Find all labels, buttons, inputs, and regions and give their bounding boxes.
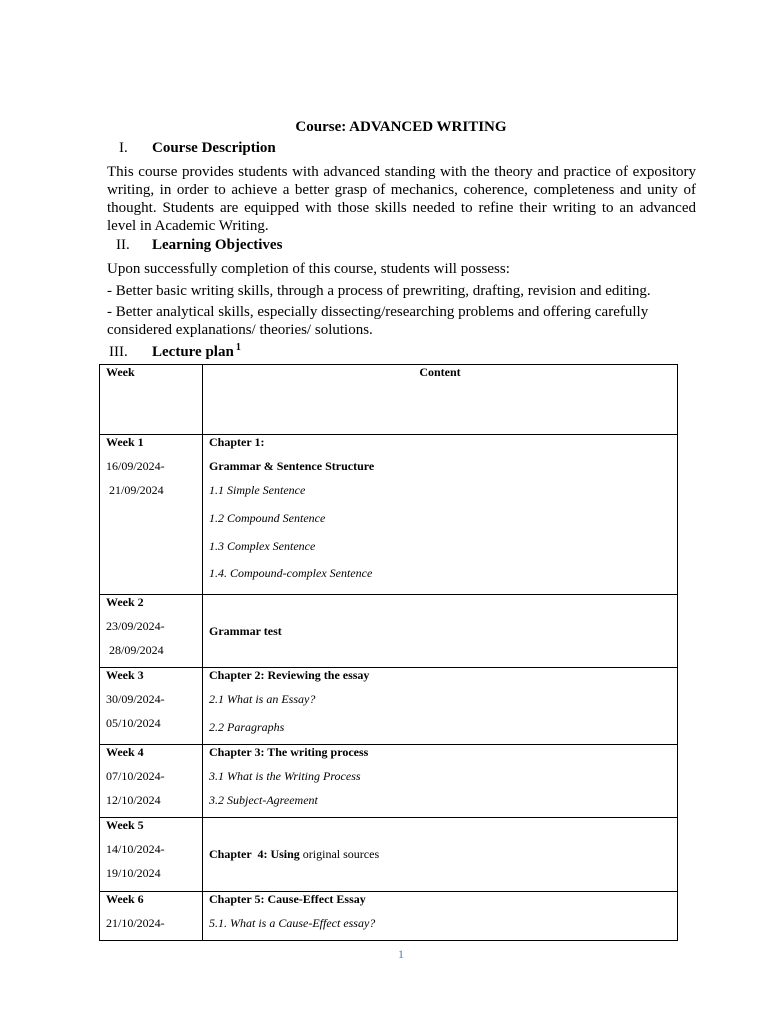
week-cell	[100, 595, 203, 668]
topic-item: 3.1 What is the Writing Process	[209, 769, 361, 783]
topic-item: 2.2 Paragraphs	[209, 720, 285, 734]
content-cell	[203, 745, 678, 818]
table-row	[100, 595, 678, 668]
content-cell	[203, 595, 678, 668]
week-label: Week 5	[106, 818, 144, 832]
table-row	[100, 892, 678, 941]
week-label: Week 4	[106, 745, 144, 759]
objective-item: - Better analytical skills, especially dissecting/researching problems and offering carefully considered explanations/ theories/ solutions.	[107, 304, 649, 338]
section-heading-description	[107, 140, 276, 157]
course-title: Course: ADVANCED WRITING	[295, 119, 507, 135]
topic-item: 1.2 Compound Sentence	[209, 511, 326, 525]
section-number: II.	[116, 237, 130, 253]
section-title: Lecture plan	[152, 344, 234, 360]
week-start-date: 23/09/2024-	[106, 619, 165, 633]
week-column-header: Week	[100, 365, 203, 435]
topic-item: 2.1 What is an Essay?	[209, 692, 316, 706]
table-row	[100, 745, 678, 818]
content-cell	[203, 668, 678, 745]
week-end-date: 28/09/2024	[106, 643, 164, 657]
section-number: III.	[109, 344, 128, 360]
topic-item: 1.3 Complex Sentence	[209, 539, 316, 553]
table-row	[100, 435, 678, 595]
section-heading-objectives	[107, 237, 282, 254]
week-cell	[100, 745, 203, 818]
topic-item: 3.2 Subject-Agreement	[209, 793, 318, 807]
week-cell	[100, 435, 203, 595]
section-title: Learning Objectives	[152, 237, 283, 253]
week-label: Week 6	[106, 892, 144, 906]
chapter-title: Chapter 3: The writing process	[209, 745, 369, 759]
lecture-plan-table	[99, 364, 678, 941]
week-start-date: 14/10/2024-	[106, 842, 165, 856]
week-cell	[100, 668, 203, 745]
week-end-date: 19/10/2024	[106, 866, 161, 880]
content-cell	[203, 818, 678, 892]
content-cell	[203, 435, 678, 595]
chapter-title: Chapter 4: Using	[209, 847, 300, 861]
table-row	[100, 818, 678, 892]
section-heading-lecture-plan	[107, 342, 241, 361]
week-start-date: 30/09/2024-	[106, 692, 165, 706]
chapter-title-rest: original sources	[299, 847, 380, 861]
week-start-date: 21/10/2024-	[106, 916, 165, 930]
topic-item: 5.1. What is a Cause-Effect essay?	[209, 916, 376, 930]
chapter-title: Grammar test	[209, 623, 282, 638]
footnote-marker: 1	[235, 342, 241, 353]
course-description: This course provides students with advanced standing with the theory and practice of expository writing, in order to achieve a better grasp of mechanics, coherence, completeness and unity of thought. Students are equipped with those skills needed to refine their writing to an advanced level in Academic Writing.	[107, 164, 696, 234]
chapter-title: Chapter 1:	[209, 435, 265, 449]
page-number: 1	[398, 947, 404, 961]
week-cell	[100, 892, 203, 941]
content-column-header: Content	[203, 365, 678, 435]
week-start-date: 07/10/2024-	[106, 769, 165, 783]
topic-item: 1.4. Compound-complex Sentence	[209, 566, 373, 580]
week-label: Week 2	[106, 595, 144, 609]
objectives-intro: Upon successfully completion of this course, students will possess:	[107, 261, 510, 277]
week-start-date: 16/09/2024-	[106, 459, 165, 473]
chapter-title: Chapter 2: Reviewing the essay	[209, 668, 370, 682]
content-cell	[203, 892, 678, 941]
table-row	[100, 668, 678, 745]
week-end-date: 21/09/2024	[106, 483, 164, 497]
section-title: Course Description	[152, 140, 276, 156]
section-number: I.	[119, 140, 128, 156]
table-header-row	[100, 365, 678, 435]
week-label: Week 1	[106, 435, 144, 449]
week-end-date: 05/10/2024	[106, 716, 161, 730]
chapter-subtitle: Grammar & Sentence Structure	[209, 459, 375, 473]
objective-item: - Better basic writing skills, through a process of prewriting, drafting, revision and editing.	[107, 283, 651, 299]
week-label: Week 3	[106, 668, 144, 682]
topic-item: 1.1 Simple Sentence	[209, 483, 306, 497]
chapter-title: Chapter 5: Cause-Effect Essay	[209, 892, 366, 906]
week-cell	[100, 818, 203, 892]
week-end-date: 12/10/2024	[106, 793, 161, 807]
